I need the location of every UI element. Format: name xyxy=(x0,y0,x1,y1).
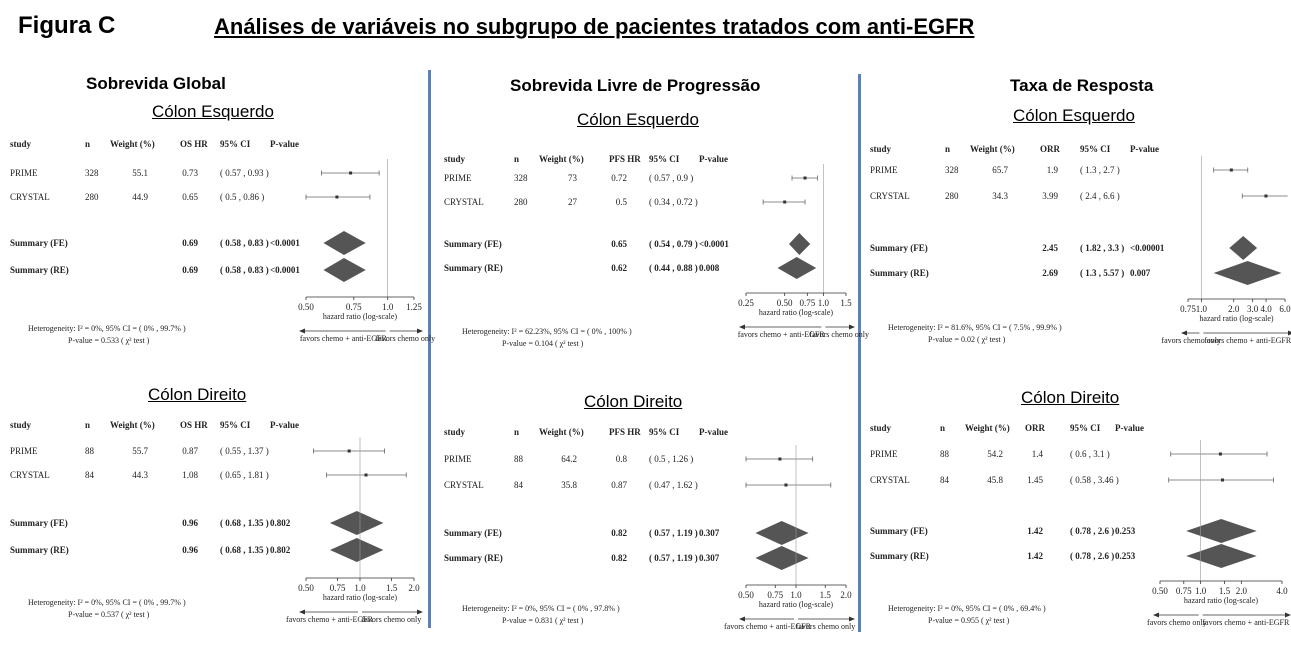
study-ci: ( 0.5 , 1.26 ) xyxy=(649,454,694,464)
heterogeneity-pvalue: P-value = 0.02 ( χ² test ) xyxy=(928,335,1006,344)
study-estimate: 0.5 xyxy=(615,197,627,207)
study-label: CRYSTAL xyxy=(444,197,484,207)
study-weight: 35.8 xyxy=(561,480,577,490)
study-estimate: 0.72 xyxy=(611,173,627,183)
favors-right-label: favors chemo only xyxy=(795,622,856,631)
study-label: CRYSTAL xyxy=(870,475,910,485)
x-tick-label: 1.25 xyxy=(406,302,422,312)
column-header: study xyxy=(444,154,466,164)
x-tick-label: 1.0 xyxy=(382,302,394,312)
forest-plot-svg xyxy=(870,142,1291,357)
study-weight: 27 xyxy=(568,197,577,207)
x-axis-label: hazard ratio (log-scale) xyxy=(758,308,834,317)
x-tick-label: 1.0 xyxy=(817,298,829,308)
summary-pvalue: <0.0001 xyxy=(699,239,729,249)
column-header: P-value xyxy=(699,154,728,164)
arrowhead xyxy=(849,617,855,622)
summary-estimate: 0.69 xyxy=(182,238,198,248)
x-tick-label: 0.50 xyxy=(738,590,754,600)
arrowhead xyxy=(299,329,305,334)
study-weight: 44.9 xyxy=(132,192,148,202)
forest-plot-orr-right xyxy=(870,421,1290,636)
panel-subtitle: Cólon Direito xyxy=(584,392,683,411)
forest-plot-orr-left xyxy=(870,142,1291,357)
point-estimate xyxy=(1219,453,1222,456)
study-n: 328 xyxy=(945,165,959,175)
summary-diamond xyxy=(1214,261,1282,285)
heterogeneity-text: Heterogeneity: I² = 62.23%, 95% CI = ( 0% , 100% ) xyxy=(462,327,632,336)
study-n: 328 xyxy=(514,173,528,183)
x-tick-label: 1.0 xyxy=(1195,304,1208,314)
column-header: n xyxy=(85,139,91,149)
x-tick-label: 0.50 xyxy=(298,583,314,593)
study-weight: 54.2 xyxy=(987,449,1003,459)
study-ci: ( 2.4 , 6.6 ) xyxy=(1080,191,1120,201)
study-weight: 64.2 xyxy=(561,454,577,464)
summary-label: Summary (RE) xyxy=(870,268,929,278)
study-estimate: 3.99 xyxy=(1042,191,1058,201)
x-tick-label: 0.75 xyxy=(1180,304,1196,314)
study-label: PRIME xyxy=(870,449,898,459)
arrowhead xyxy=(739,617,745,622)
study-estimate: 0.65 xyxy=(182,192,198,202)
study-weight: 65.7 xyxy=(992,165,1008,175)
x-tick-label: 2.0 xyxy=(1235,586,1247,596)
summary-diamond xyxy=(1229,236,1257,260)
forest-plot-svg xyxy=(10,137,436,377)
study-label: PRIME xyxy=(870,165,898,175)
panel-subtitle: Cólon Direito xyxy=(148,385,247,404)
arrowhead xyxy=(299,610,305,615)
study-estimate: 1.9 xyxy=(1046,165,1058,175)
x-axis-label: hazard ratio (log-scale) xyxy=(1199,314,1274,323)
favors-right-label: favors chemo + anti-EGFR xyxy=(1204,336,1291,345)
forest-plot-pfs-left xyxy=(444,152,869,374)
summary-diamond xyxy=(330,538,383,562)
study-weight: 44.3 xyxy=(132,470,148,480)
x-tick-label: 0.75 xyxy=(1175,586,1192,596)
favors-right-label: favors chemo only xyxy=(361,615,422,624)
summary-diamond xyxy=(323,231,365,255)
column-header: study xyxy=(444,427,466,437)
column-header: 95% CI xyxy=(1070,423,1101,433)
summary-ci: ( 0.68 , 1.35 ) xyxy=(220,518,269,528)
column-title-progression-free: Sobrevida Livre de Progressão xyxy=(510,76,761,95)
column-header: study xyxy=(10,420,32,430)
figure-label: Figura C xyxy=(18,12,116,39)
forest-plot-pfs-right xyxy=(444,425,856,640)
heterogeneity-pvalue: P-value = 0.831 ( χ² test ) xyxy=(502,616,584,625)
summary-label: Summary (RE) xyxy=(870,551,929,561)
column-header: ORR xyxy=(1025,423,1045,433)
summary-pvalue: <0.0001 xyxy=(270,238,300,248)
summary-estimate: 0.82 xyxy=(611,553,627,563)
heterogeneity-pvalue: P-value = 0.104 ( χ² test ) xyxy=(502,339,584,348)
x-tick-label: 1.5 xyxy=(840,298,852,308)
summary-ci: ( 0.78 , 2.6 ) xyxy=(1070,551,1115,561)
summary-ci: ( 0.58 , 0.83 ) xyxy=(220,238,269,248)
favors-right-label: favors chemo only xyxy=(809,330,869,339)
study-weight: 55.7 xyxy=(132,446,148,456)
summary-estimate: 0.69 xyxy=(182,265,198,275)
point-estimate xyxy=(804,177,807,180)
summary-estimate: 0.96 xyxy=(182,518,198,528)
column-header: P-value xyxy=(699,427,728,437)
study-n: 280 xyxy=(945,191,959,201)
column-header: Weight (%) xyxy=(110,139,155,149)
column-header: n xyxy=(514,427,520,437)
forest-plot-os-right xyxy=(10,418,430,628)
x-tick-label: 2.0 xyxy=(840,590,852,600)
study-n: 84 xyxy=(85,470,94,480)
x-tick-label: 0.25 xyxy=(738,298,754,308)
x-axis-label: hazard ratio (log-scale) xyxy=(758,600,834,609)
study-label: PRIME xyxy=(10,168,38,178)
summary-diamond xyxy=(330,511,383,535)
point-estimate xyxy=(364,474,367,477)
summary-ci: ( 1.82 , 3.3 ) xyxy=(1080,243,1125,253)
panel-subtitle: Cólon Esquerdo xyxy=(152,102,274,121)
column-header: 95% CI xyxy=(220,139,251,149)
study-label: CRYSTAL xyxy=(10,470,50,480)
summary-label: Summary (FE) xyxy=(870,243,928,253)
study-ci: ( 0.5 , 0.86 ) xyxy=(220,192,265,202)
summary-diamond xyxy=(778,257,817,279)
summary-label: Summary (FE) xyxy=(444,239,502,249)
point-estimate xyxy=(778,458,781,461)
forest-plot-svg xyxy=(870,421,1290,636)
x-tick-label: 1.5 xyxy=(385,583,398,593)
study-weight: 55.1 xyxy=(132,168,148,178)
x-tick-label: 1.0 xyxy=(790,590,802,600)
column-header: study xyxy=(870,423,892,433)
study-ci: ( 0.57 , 0.9 ) xyxy=(649,173,694,183)
column-header: n xyxy=(945,144,951,154)
x-tick-label: 6.0 xyxy=(1279,304,1291,314)
forest-plot-svg xyxy=(444,152,869,374)
x-tick-label: 0.75 xyxy=(799,298,816,308)
heterogeneity-pvalue: P-value = 0.533 ( χ² test ) xyxy=(68,336,150,345)
summary-pvalue: <0.00001 xyxy=(1130,243,1165,253)
summary-ci: ( 0.44 , 0.88 ) xyxy=(649,263,698,273)
study-estimate: 0.8 xyxy=(615,454,627,464)
column-header: n xyxy=(514,154,520,164)
panel-subtitle: Cólon Esquerdo xyxy=(577,110,699,129)
summary-estimate: 2.69 xyxy=(1042,268,1058,278)
study-n: 88 xyxy=(85,446,94,456)
summary-label: Summary (RE) xyxy=(444,263,503,273)
point-estimate xyxy=(784,484,787,487)
column-header: study xyxy=(870,144,892,154)
heterogeneity-pvalue: P-value = 0.537 ( χ² test ) xyxy=(68,610,150,619)
column-header: P-value xyxy=(270,139,299,149)
summary-estimate: 2.45 xyxy=(1042,243,1058,253)
study-ci: ( 0.6 , 3.1 ) xyxy=(1070,449,1110,459)
summary-label: Summary (FE) xyxy=(10,238,68,248)
study-ci: ( 0.34 , 0.72 ) xyxy=(649,197,698,207)
favors-left-label: favors chemo + anti-EGFR xyxy=(299,334,387,343)
summary-label: Summary (RE) xyxy=(10,265,69,275)
column-header: Weight (%) xyxy=(539,427,584,437)
study-ci: ( 0.55 , 1.37 ) xyxy=(220,446,269,456)
study-estimate: 0.87 xyxy=(611,480,627,490)
summary-diamond xyxy=(789,233,810,255)
x-tick-label: 4.0 xyxy=(1260,304,1272,314)
column-header: 95% CI xyxy=(220,420,251,430)
x-tick-label: 4.0 xyxy=(1276,586,1288,596)
summary-diamond xyxy=(755,521,808,545)
study-estimate: 0.73 xyxy=(182,168,198,178)
point-estimate xyxy=(1230,169,1233,172)
summary-pvalue: 0.008 xyxy=(699,263,720,273)
favors-left-label: favors chemo only xyxy=(1147,618,1207,627)
summary-label: Summary (FE) xyxy=(870,526,928,536)
summary-estimate: 0.65 xyxy=(611,239,627,249)
favors-left-label: favors chemo only xyxy=(1161,336,1221,345)
summary-diamond xyxy=(755,546,808,570)
summary-estimate: 1.42 xyxy=(1027,551,1043,561)
study-n: 84 xyxy=(514,480,523,490)
x-tick-label: 1.0 xyxy=(354,583,366,593)
arrowhead xyxy=(417,329,423,334)
heterogeneity-text: Heterogeneity: I² = 0%, 95% CI = ( 0% , 99.7% ) xyxy=(28,324,186,333)
summary-ci: ( 0.78 , 2.6 ) xyxy=(1070,526,1115,536)
study-weight: 34.3 xyxy=(992,191,1008,201)
study-weight: 45.8 xyxy=(987,475,1003,485)
column-header: PFS HR xyxy=(609,154,641,164)
study-n: 280 xyxy=(514,197,528,207)
x-tick-label: 0.75 xyxy=(767,590,784,600)
summary-estimate: 0.96 xyxy=(182,545,198,555)
summary-estimate: 0.62 xyxy=(611,263,627,273)
study-estimate: 0.87 xyxy=(182,446,198,456)
column-header: Weight (%) xyxy=(970,144,1015,154)
summary-ci: ( 1.3 , 5.57 ) xyxy=(1080,268,1125,278)
point-estimate xyxy=(348,450,351,453)
study-ci: ( 1.3 , 2.7 ) xyxy=(1080,165,1120,175)
arrowhead xyxy=(1181,331,1187,336)
summary-diamond xyxy=(323,258,365,282)
summary-label: Summary (FE) xyxy=(10,518,68,528)
heterogeneity-text: Heterogeneity: I² = 0%, 95% CI = ( 0% , 99.7% ) xyxy=(28,598,186,607)
x-tick-label: 0.75 xyxy=(329,583,346,593)
x-axis-label: hazard ratio (log-scale) xyxy=(322,593,398,602)
point-estimate xyxy=(335,196,338,199)
summary-label: Summary (RE) xyxy=(10,545,69,555)
summary-pvalue: <0.0001 xyxy=(270,265,300,275)
study-ci: ( 0.65 , 1.81 ) xyxy=(220,470,269,480)
x-tick-label: 0.50 xyxy=(298,302,314,312)
study-ci: ( 0.57 , 0.93 ) xyxy=(220,168,269,178)
summary-pvalue: 0.802 xyxy=(270,518,291,528)
summary-pvalue: 0.253 xyxy=(1115,526,1136,536)
summary-pvalue: 0.007 xyxy=(1130,268,1151,278)
column-title-response-rate: Taxa de Resposta xyxy=(1010,76,1154,95)
favors-left-label: favors chemo + anti-EGFR xyxy=(724,622,811,631)
summary-pvalue: 0.307 xyxy=(699,553,720,563)
x-tick-label: 1.5 xyxy=(1218,586,1231,596)
column-header: 95% CI xyxy=(649,427,680,437)
forest-plot-os-left xyxy=(10,137,436,377)
x-axis-label: hazard ratio (log-scale) xyxy=(1183,596,1259,605)
column-header: ORR xyxy=(1040,144,1060,154)
study-label: CRYSTAL xyxy=(870,191,910,201)
panel-subtitle: Cólon Direito xyxy=(1021,388,1120,407)
column-header: Weight (%) xyxy=(965,423,1010,433)
summary-pvalue: 0.307 xyxy=(699,528,720,538)
x-tick-label: 0.50 xyxy=(1152,586,1168,596)
summary-pvalue: 0.802 xyxy=(270,545,291,555)
summary-ci: ( 0.54 , 0.79 ) xyxy=(649,239,698,249)
column-header: 95% CI xyxy=(1080,144,1111,154)
heterogeneity-pvalue: P-value = 0.955 ( χ² test ) xyxy=(928,616,1010,625)
arrowhead xyxy=(739,325,745,330)
forest-plot-svg xyxy=(444,425,856,640)
x-tick-label: 3.0 xyxy=(1247,304,1259,314)
study-n: 88 xyxy=(514,454,523,464)
summary-diamond xyxy=(1186,519,1257,543)
column-header: P-value xyxy=(1130,144,1159,154)
column-header: P-value xyxy=(1115,423,1144,433)
point-estimate xyxy=(1221,479,1224,482)
column-header: 95% CI xyxy=(649,154,680,164)
favors-right-label: favors chemo only xyxy=(375,334,436,343)
column-header: PFS HR xyxy=(609,427,641,437)
arrowhead xyxy=(849,325,855,330)
summary-estimate: 0.82 xyxy=(611,528,627,538)
favors-left-label: favors chemo + anti-EGFR xyxy=(737,330,825,339)
study-n: 328 xyxy=(85,168,99,178)
study-weight: 73 xyxy=(568,173,577,183)
point-estimate xyxy=(1264,195,1267,198)
forest-plot-svg xyxy=(10,418,430,628)
study-ci: ( 0.58 , 3.46 ) xyxy=(1070,475,1119,485)
x-tick-label: 2.0 xyxy=(408,583,420,593)
summary-ci: ( 0.58 , 0.83 ) xyxy=(220,265,269,275)
study-ci: ( 0.47 , 1.62 ) xyxy=(649,480,698,490)
study-n: 88 xyxy=(940,449,949,459)
study-estimate: 1.08 xyxy=(182,470,198,480)
heterogeneity-text: Heterogeneity: I² = 81.6%, 95% CI = ( 7.5% , 99.9% ) xyxy=(888,323,1062,332)
column-header: study xyxy=(10,139,32,149)
heterogeneity-text: Heterogeneity: I² = 0%, 95% CI = ( 0% , 97.8% ) xyxy=(462,604,620,613)
summary-estimate: 1.42 xyxy=(1027,526,1043,536)
arrowhead xyxy=(1153,613,1159,618)
study-label: PRIME xyxy=(444,454,472,464)
column-divider xyxy=(858,74,861,632)
study-estimate: 1.4 xyxy=(1031,449,1043,459)
x-tick-label: 0.75 xyxy=(345,302,362,312)
x-tick-label: 0.50 xyxy=(776,298,793,308)
summary-ci: ( 0.57 , 1.19 ) xyxy=(649,553,698,563)
study-label: CRYSTAL xyxy=(444,480,484,490)
summary-diamond xyxy=(1186,544,1257,568)
favors-right-label: favors chemo + anti-EGFR xyxy=(1202,618,1290,627)
panel-subtitle: Cólon Esquerdo xyxy=(1013,106,1135,125)
column-header: OS HR xyxy=(180,139,208,149)
heterogeneity-text: Heterogeneity: I² = 0%, 95% CI = ( 0% , 69.4% ) xyxy=(888,604,1046,613)
column-title-overall-survival: Sobrevida Global xyxy=(86,74,226,93)
study-label: CRYSTAL xyxy=(10,192,50,202)
study-estimate: 1.45 xyxy=(1027,475,1043,485)
column-header: P-value xyxy=(270,420,299,430)
x-axis-label: hazard ratio (log-scale) xyxy=(322,312,398,321)
study-label: PRIME xyxy=(10,446,38,456)
summary-ci: ( 0.57 , 1.19 ) xyxy=(649,528,698,538)
point-estimate xyxy=(349,172,352,175)
x-tick-label: 2.0 xyxy=(1228,304,1240,314)
column-header: Weight (%) xyxy=(539,154,584,164)
page-title: Análises de variáveis no subgrupo de pacientes tratados com anti-EGFR xyxy=(214,14,975,39)
column-header: n xyxy=(85,420,91,430)
favors-left-label: favors chemo + anti-EGFR xyxy=(286,615,373,624)
summary-ci: ( 0.68 , 1.35 ) xyxy=(220,545,269,555)
point-estimate xyxy=(783,201,786,204)
summary-label: Summary (RE) xyxy=(444,553,503,563)
x-tick-label: 1.0 xyxy=(1195,586,1207,596)
column-header: OS HR xyxy=(180,420,208,430)
study-n: 84 xyxy=(940,475,949,485)
arrowhead xyxy=(1285,613,1291,618)
study-label: PRIME xyxy=(444,173,472,183)
summary-label: Summary (FE) xyxy=(444,528,502,538)
study-n: 280 xyxy=(85,192,99,202)
arrowhead xyxy=(417,610,423,615)
x-tick-label: 1.5 xyxy=(819,590,831,600)
column-header: Weight (%) xyxy=(110,420,155,430)
column-header: n xyxy=(940,423,946,433)
summary-pvalue: 0.253 xyxy=(1115,551,1136,561)
